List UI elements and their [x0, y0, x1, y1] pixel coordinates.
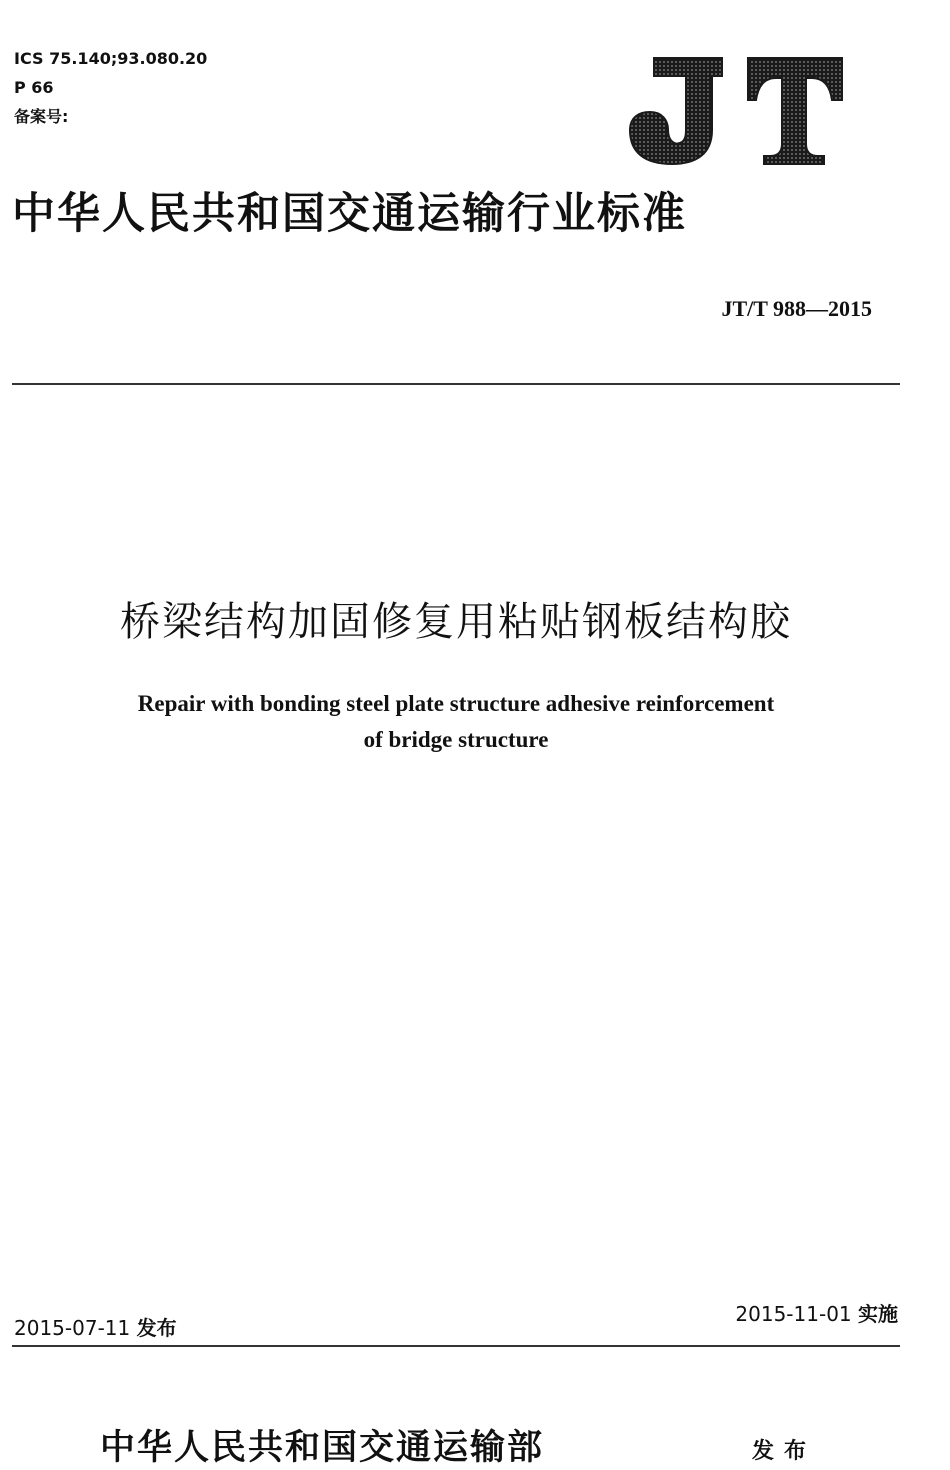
jt-logo	[626, 56, 846, 166]
top-divider	[12, 383, 900, 385]
classification-block	[14, 44, 207, 131]
implement-date: 2015-11-01	[735, 1302, 852, 1326]
english-title-line-1: Repair with bonding steel plate structure adhesive reinforcement	[137, 691, 775, 716]
standard-code: JT/T 988—2015	[721, 296, 872, 321]
standard-body-title: 中华人民共和国交通运输行业标准	[12, 189, 687, 239]
document-title-chinese: 桥梁结构加固修复用粘贴钢板结构胶	[120, 599, 792, 645]
publish-label: 发布	[752, 1439, 817, 1464]
implement-word: 实施	[858, 1302, 898, 1326]
class-code: P 66	[14, 78, 54, 97]
publisher-name: 中华人民共和国交通运输部	[100, 1427, 545, 1468]
issue-date: 2015-07-11	[14, 1316, 131, 1340]
document-title-english	[0, 686, 912, 758]
implement-date-block	[735, 1298, 898, 1327]
ics-code: ICS 75.140;93.080.20	[14, 49, 208, 68]
english-title-line-2: of bridge structure	[363, 727, 549, 752]
issue-date-block	[14, 1312, 177, 1341]
record-number-label: 备案号:	[14, 107, 69, 126]
bottom-divider	[12, 1345, 900, 1347]
issue-word: 发布	[136, 1316, 177, 1340]
